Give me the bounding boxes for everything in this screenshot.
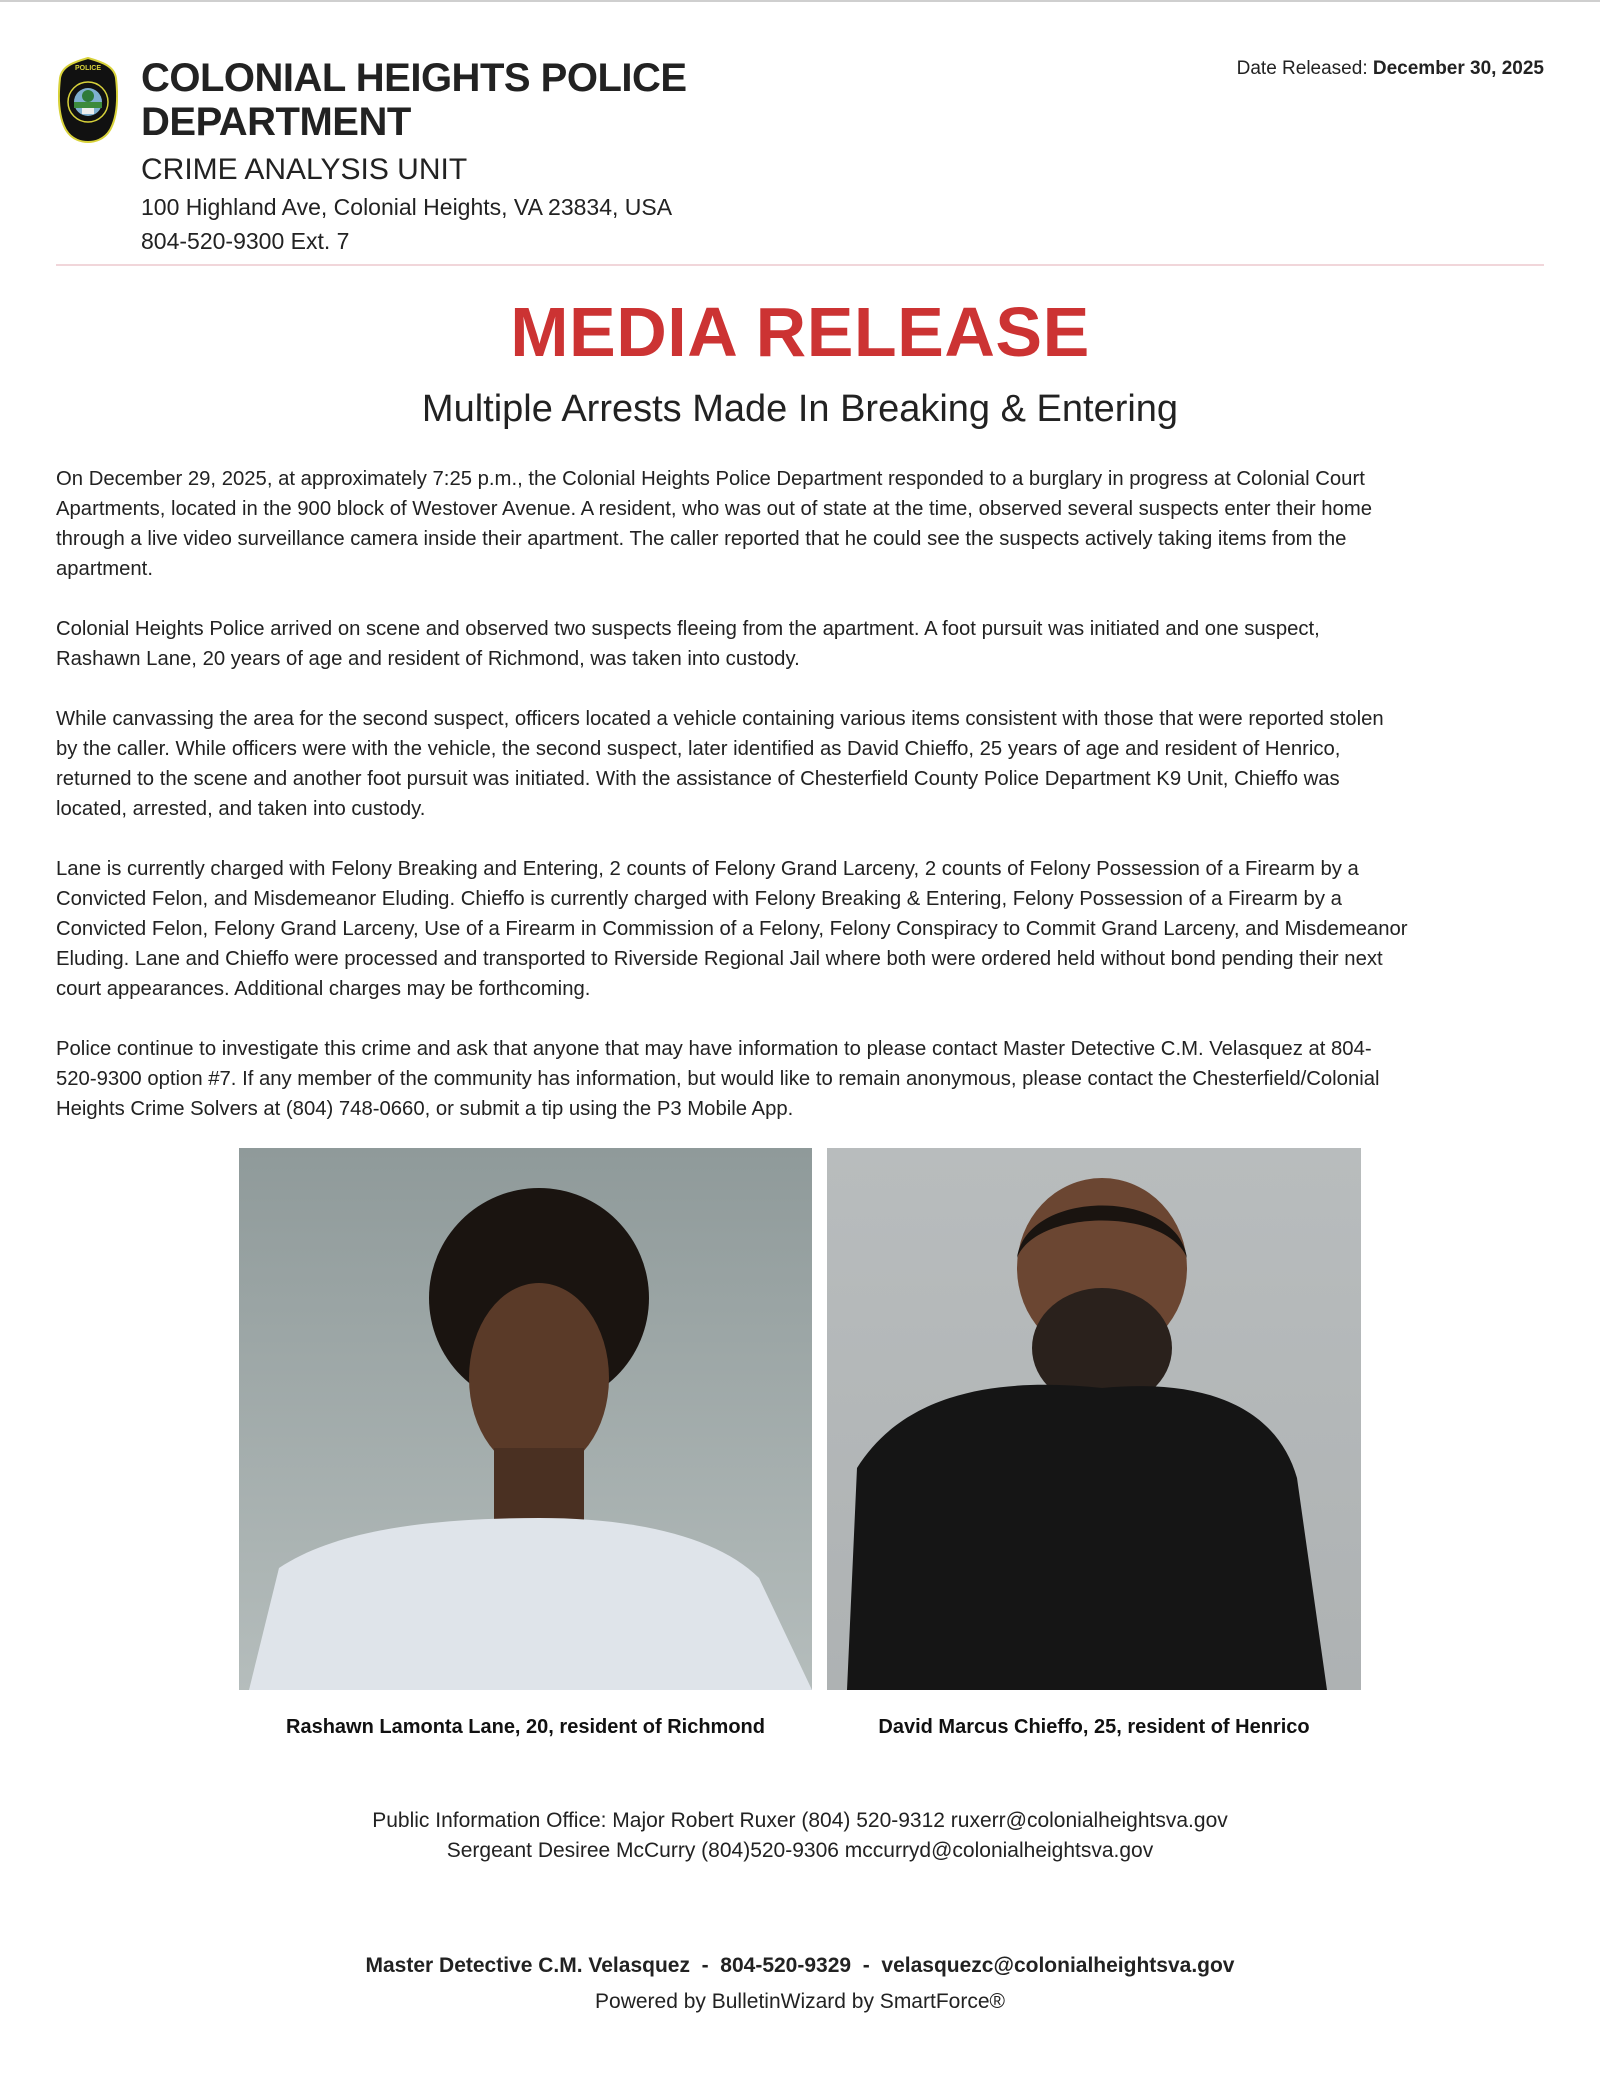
phone: 804-520-9300 Ext. 7: [141, 228, 350, 254]
paragraph-line: Convicted Felon, Felony Grand Larceny, Use of a Firearm in Commission of a Felony, Felony Conspiracy to Commit Grand Larceny, and Misdemeanor: [56, 918, 1408, 940]
paragraph-line: 520-9300 option #7. If any member of the community has information, but would like to remain anonymous, please contact the Chesterfield/Colonial: [56, 1068, 1380, 1090]
paragraph-line: Eluding. Lane and Chieffo were processed and transported to Riverside Regional Jail where both were ordered held without bond pending their next: [56, 948, 1383, 970]
body-paragraph: [56, 1034, 1556, 1124]
paragraph-line: Lane is currently charged with Felony Breaking and Entering, 2 counts of Felony Grand Larceny, 2 counts of Felony Possession of a Firearm by a: [56, 858, 1359, 880]
body-paragraph: [56, 614, 1556, 674]
org-name-line2: DEPARTMENT: [141, 100, 411, 144]
header-divider: [56, 264, 1544, 266]
paragraph-line: Heights Crime Solvers at (804) 748-0660, or submit a tip using the P3 Mobile App.: [56, 1098, 794, 1120]
paragraph-line: Police continue to investigate this crime and ask that anyone that may have information to please contact Master Detective C.M. Velasquez at 804-: [56, 1038, 1372, 1060]
photo-caption: Rashawn Lamonta Lane, 20, resident of Richmond: [286, 1716, 765, 1738]
paragraph-line: Colonial Heights Police arrived on scene and observed two suspects fleeing from the apartment. A foot pursuit was initiated and one suspect,: [56, 618, 1320, 640]
paragraph-line: located, arrested, and taken into custody.: [56, 798, 426, 820]
unit-name: CRIME ANALYSIS UNIT: [141, 153, 468, 186]
footer: [0, 1948, 1600, 2020]
svg-text:POLICE: POLICE: [74, 65, 102, 72]
top-border: [0, 0, 1600, 2]
detective-contact: Master Detective C.M. Velasquez - 804-520-9329 - velasquezc@colonialheightsva.gov: [365, 1954, 1235, 1977]
org-name: COLONIAL HEIGHTS POLICE: [141, 56, 687, 100]
date-label: Date Released:: [1236, 58, 1368, 79]
mugshot-photo-chieffo: [827, 1148, 1361, 1690]
public-information-office: [0, 1806, 1600, 1866]
paragraph-line: returned to the scene and another foot pursuit was initiated. With the assistance of Chesterfield County Police Department K9 Unit, Chieffo was: [56, 768, 1340, 790]
date-value: December 30, 2025: [1372, 58, 1544, 79]
paragraph-line: While canvassing the area for the second suspect, officers located a vehicle containing various items consistent with those that were reported stolen: [56, 708, 1384, 730]
paragraph-line: Rashawn Lane, 20 years of age and resident of Richmond, was taken into custody.: [56, 648, 800, 670]
paragraph-line: Convicted Felon, and Misdemeanor Eluding. Chieffo is currently charged with Felony Breaking & Entering, Felony Possession of a Firearm by a: [56, 888, 1342, 910]
mugshot-photo-lane: [239, 1148, 812, 1690]
paragraph-line: Apartments, located in the 900 block of Westover Avenue. A resident, who was out of state at the time, observed several suspects enter their home: [56, 498, 1373, 520]
body-paragraph: [56, 704, 1556, 824]
body-paragraph: [56, 464, 1556, 584]
organization-header: [141, 56, 687, 258]
pio-line: Public Information Office: Major Robert Ruxer (804) 520-9312 ruxerr@colonialheightsva.gov: [372, 1809, 1228, 1832]
paragraph-line: by the caller. While officers were with the vehicle, the second suspect, later identified as David Chieffo, 25 years of age and resident of Henrico,: [56, 738, 1341, 760]
paragraph-line: court appearances. Additional charges may be forthcoming.: [56, 978, 591, 1000]
photo-caption: David Marcus Chieffo, 25, resident of Henrico: [878, 1716, 1310, 1738]
powered-by: Powered by BulletinWizard by SmartForce®: [595, 1990, 1005, 2013]
body-paragraph: [56, 854, 1556, 1004]
paragraph-line: apartment.: [56, 558, 153, 580]
paragraph-line: On December 29, 2025, at approximately 7:25 p.m., the Colonial Heights Police Department responded to a burglary in progress at Colonial Court: [56, 468, 1365, 490]
address: 100 Highland Ave, Colonial Heights, VA 23834, USA: [141, 194, 673, 220]
police-badge-logo: [58, 56, 118, 144]
date-released: [1237, 58, 1544, 80]
pio-line: Sergeant Desiree McCurry (804)520-9306 mccurryd@colonialheightsva.gov: [446, 1839, 1154, 1862]
release-title: MEDIA RELEASE: [510, 293, 1090, 371]
release-body: [56, 464, 1556, 1154]
paragraph-line: through a live video surveillance camera inside their apartment. The caller reported that he could see the suspects actively taking items from the: [56, 528, 1347, 550]
release-subtitle: Multiple Arrests Made In Breaking & Entering: [421, 388, 1179, 430]
